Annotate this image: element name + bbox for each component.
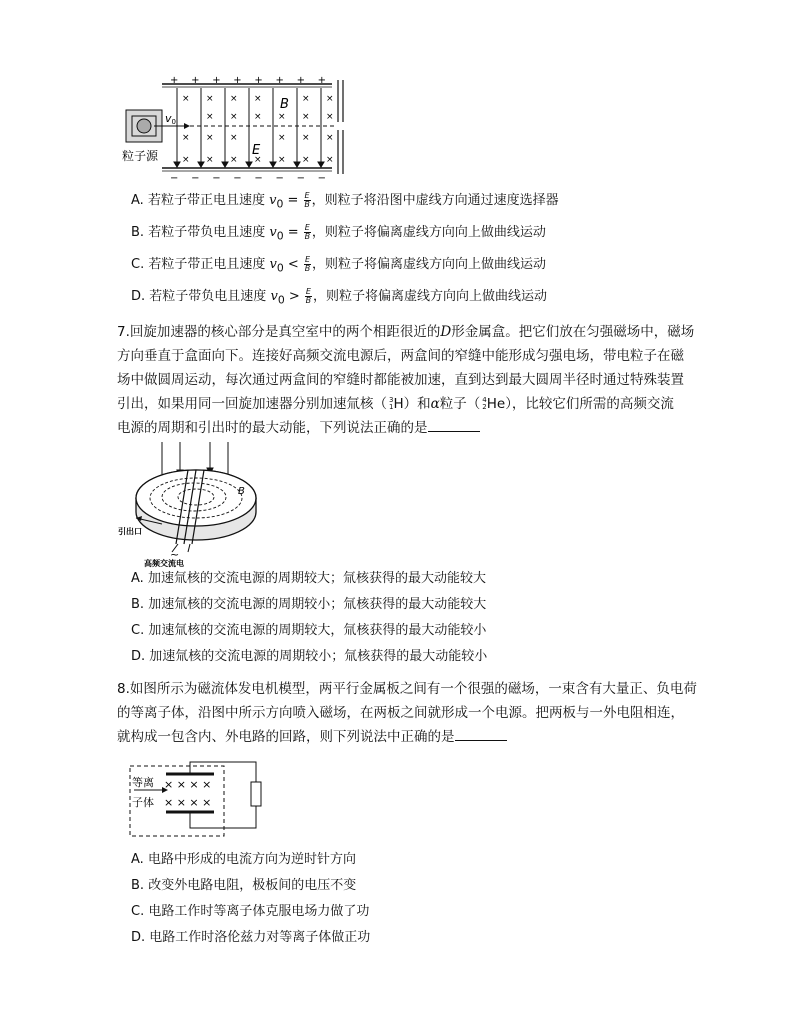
q7-text: 电源的周期和引出时的最大动能，下列说法正确的是 (117, 420, 428, 436)
answer-blank[interactable] (428, 419, 480, 432)
option-letter: D. (131, 930, 146, 945)
var-v: v (269, 257, 277, 272)
isotope-symbol: He (486, 396, 506, 412)
option-letter: D. (131, 289, 146, 304)
q7-option-b[interactable] (131, 596, 486, 614)
q7-option-a[interactable] (131, 570, 486, 588)
particle-source-label: 粒子源 (122, 149, 159, 163)
q7-text: 粒子（ (439, 396, 481, 412)
option-letter: B. (131, 597, 145, 612)
velocity-selector-figure (120, 74, 350, 184)
var-sub: 0 (276, 261, 284, 275)
fraction-e-over-b: $\frac{E}{B}$ (304, 191, 310, 209)
relation-sign: > (288, 289, 300, 304)
e-label: E (252, 143, 261, 158)
var-sub: 0 (277, 293, 285, 307)
option-letter: B. (131, 878, 145, 893)
outlet-label: 引出口 (118, 527, 142, 536)
option-text: 加速氚核的交流电源的周期较大，氚核获得的最大动能较小 (148, 623, 487, 638)
q8-line-3 (117, 725, 702, 749)
hf-ac-source-label: 高频交流电 (144, 559, 184, 568)
option-text: 加速氚核的交流电源的周期较小；氚核获得的最大动能较大 (148, 597, 487, 612)
option-text-post: ，则粒子将沿图中虚线方向通过速度选择器 (311, 193, 559, 208)
q7-line-5 (117, 416, 702, 440)
q8-option-a[interactable] (131, 851, 356, 869)
fraction-e-over-b: $\frac{E}{B}$ (304, 255, 311, 273)
q6-option-b[interactable] (131, 224, 546, 246)
q7-text: 引出，如果用同一回旋加速器分别加速氚核（ (117, 396, 387, 412)
q7-line-1 (117, 320, 702, 344)
option-text: 电路中形成的电流方向为逆时针方向 (147, 852, 356, 867)
q6-option-d[interactable] (131, 288, 547, 310)
q8-option-c[interactable] (131, 903, 369, 921)
q7-text: 形金属盒。把它们放在匀强磁场中，磁场 (451, 324, 695, 340)
v0-label: v0 (165, 112, 176, 126)
fraction-e-over-b: $\frac{E}{B}$ (304, 223, 311, 241)
relation-sign: < (287, 257, 299, 272)
question-number: 7. (117, 324, 130, 340)
q7-option-d[interactable] (131, 648, 487, 666)
cyclotron-figure (118, 440, 268, 568)
q7-line-3: 场中做圆周运动，每次通过两盒间的窄缝时都能被加速，直到达到最大圆周半径时通过特殊装置 (117, 372, 684, 388)
option-letter: C. (131, 904, 145, 919)
option-text-post: ，则粒子将偏离虚线方向向上做曲线运动 (312, 257, 547, 272)
option-text-pre: 若粒子带负电且速度 (148, 225, 266, 240)
q6-option-c[interactable] (131, 256, 546, 278)
var-alpha: α (430, 396, 440, 412)
option-letter: C. (131, 623, 145, 638)
q8-line-2: 的等离子体，沿图中所示方向喷入磁场，在两板之间就形成一个电源。把两板与一外电阻相连， (117, 705, 684, 721)
isotope-helium: 4 2 (482, 396, 487, 411)
plasma-label-1: 等离 (132, 776, 154, 789)
b-field-crosses-bottom: × × × × (164, 796, 212, 809)
var-sub: 0 (276, 197, 284, 211)
var-d: D (440, 324, 452, 340)
option-letter: A. (131, 571, 144, 586)
q7-line-2: 方向垂直于盒面向下。连接好高频交流电源后，两盒间的窄缝中能形成匀强电场，带电粒子在磁 (117, 348, 684, 364)
option-text: 加速氚核的交流电源的周期较大；氚核获得的最大动能较大 (147, 571, 486, 586)
option-letter: D. (131, 649, 146, 664)
option-text-pre: 若粒子带正电且速度 (147, 193, 265, 208)
option-text-post: ，则粒子将偏离虚线方向向上做曲线运动 (311, 225, 546, 240)
var-v: v (270, 289, 278, 304)
fraction-e-over-b: $\frac{E}{B}$ (305, 287, 312, 305)
q7-text: 回旋加速器的核心部分是真空室中的两个相距很近的 (129, 324, 441, 340)
relation-sign: = (287, 193, 299, 208)
isotope-symbol: H (393, 396, 404, 412)
var-sub: 0 (276, 229, 284, 243)
q8-text: 就构成一包含内、外电路的回路，则下列说法中正确的是 (117, 729, 455, 745)
q7-option-c[interactable] (131, 622, 486, 640)
q8-stem (117, 677, 702, 749)
q7-text: ），比较它们所需的高频交流 (505, 396, 674, 412)
option-text-pre: 若粒子带负电且速度 (149, 289, 267, 304)
b-field-crosses-top: × × × × (164, 778, 212, 791)
mhd-generator-figure (128, 760, 278, 840)
option-text: 电路工作时洛伦兹力对等离子体做正功 (149, 930, 371, 945)
isotope-tritium: 3 1 (389, 396, 394, 411)
minus-signs: − − − − − − − − (170, 173, 327, 184)
b-label: B (238, 486, 245, 497)
var-v: v (269, 225, 277, 240)
q7-line-4 (117, 392, 702, 416)
ac-symbol: ~ (170, 548, 180, 561)
q7-text: ）和 (403, 396, 431, 412)
option-text: 改变外电路电阻，极板间的电压不变 (148, 878, 357, 893)
plasma-label-2: 子体 (132, 796, 154, 809)
q7-stem (117, 320, 702, 440)
question-number: 8. (117, 681, 130, 697)
option-text: 加速氚核的交流电源的周期较小；氚核获得的最大动能较小 (149, 649, 488, 664)
option-letter: A. (131, 193, 144, 208)
var-v: v (269, 193, 277, 208)
plus-signs: + + + + + + + + (170, 75, 327, 86)
option-letter: C. (131, 257, 145, 272)
option-text: 电路工作时等离子体克服电场力做了功 (148, 904, 370, 919)
q8-option-b[interactable] (131, 877, 356, 895)
q8-text: 如图所示为磁流体发电机模型，两平行金属板之间有一个很强的磁场，一束含有大量正、负电荷 (129, 681, 697, 697)
relation-sign: = (287, 225, 299, 240)
option-letter: B. (131, 225, 145, 240)
b-field-crosses: × × × × × × × × × × × × × × × × × × × × × × × × × (182, 94, 334, 165)
option-letter: A. (131, 852, 144, 867)
option-text-post: ，则粒子将偏离虚线方向向上做曲线运动 (312, 289, 547, 304)
q8-option-d[interactable] (131, 929, 370, 947)
answer-blank[interactable] (455, 728, 507, 741)
q6-option-a[interactable] (131, 192, 559, 214)
b-label: B (280, 97, 289, 112)
option-text-pre: 若粒子带正电且速度 (148, 257, 266, 272)
q8-line-1 (117, 677, 702, 701)
